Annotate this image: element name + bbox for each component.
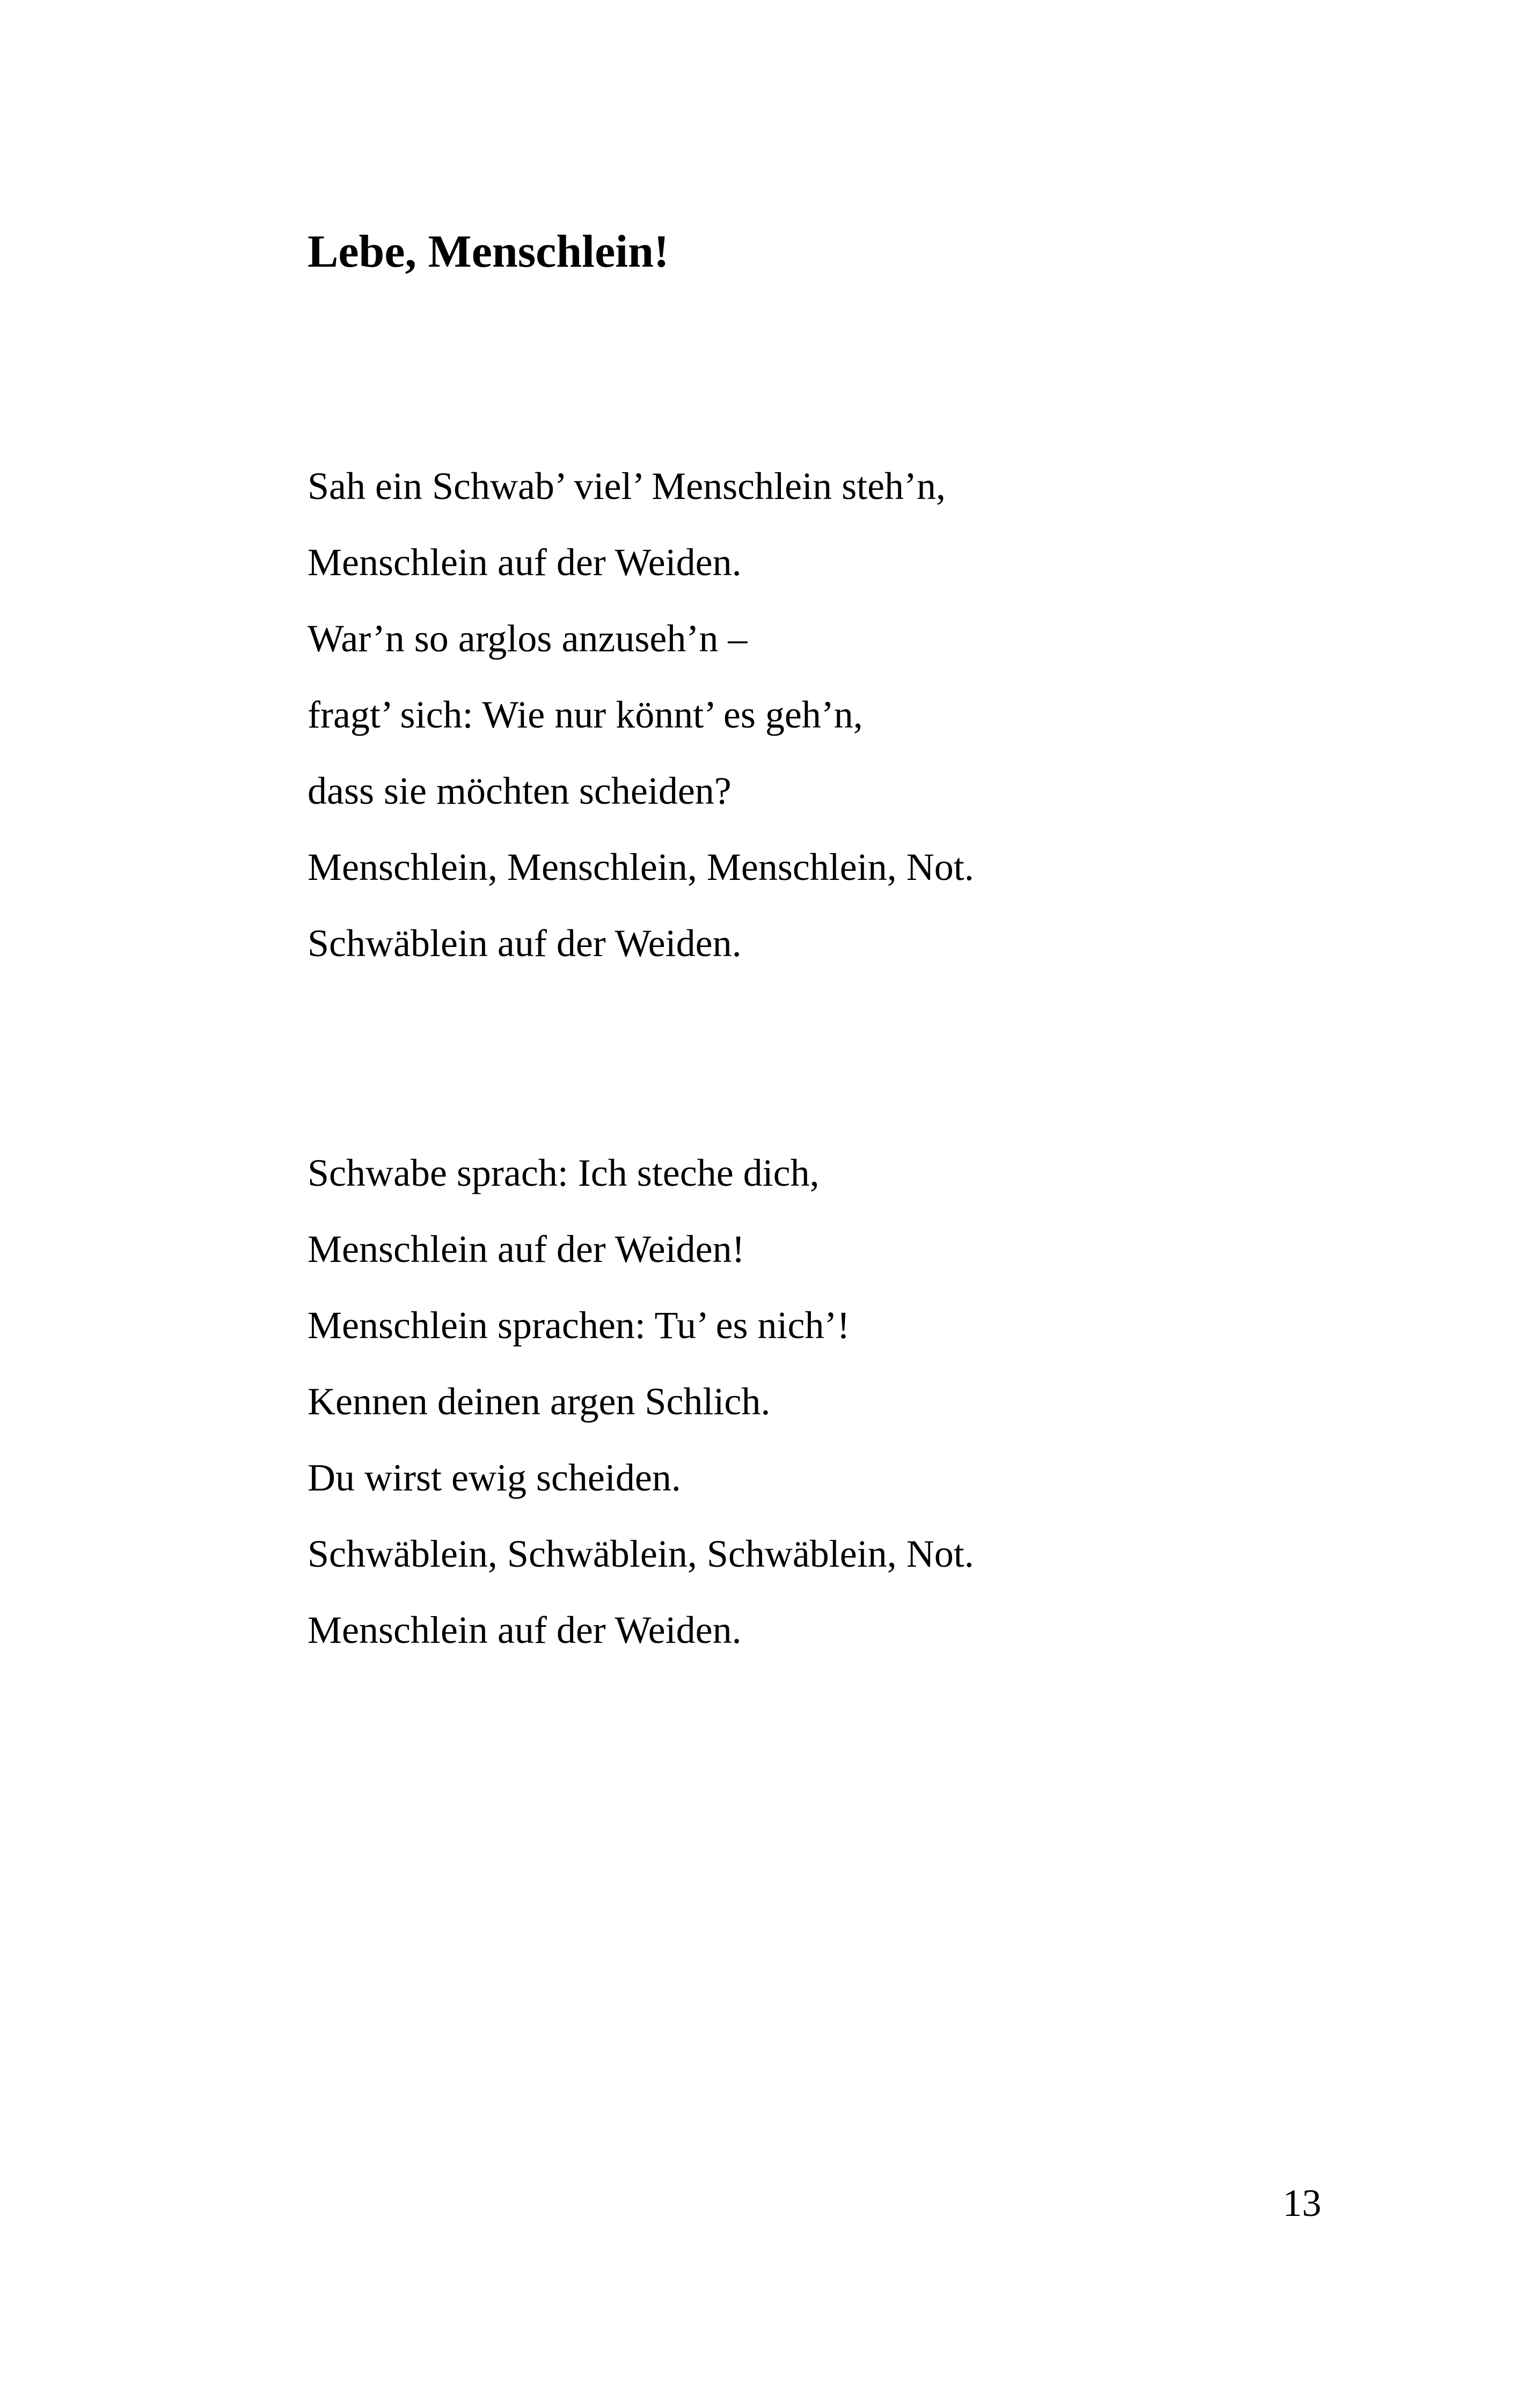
verse-line: Schwabe sprach: Ich steche dich, — [308, 1151, 820, 1194]
verse-line: Du wirst ewig scheiden. — [308, 1456, 681, 1499]
page-number: 13 — [1283, 2182, 1321, 2225]
verse-line: Schwäblein, Schwäblein, Schwäblein, Not. — [308, 1532, 974, 1575]
verse-line: Menschlein auf der Weiden. — [308, 541, 742, 584]
stanza-2 — [308, 1151, 974, 1687]
verse-line: Sah ein Schwab’ viel’ Menschlein steh’n, — [308, 465, 946, 508]
verse-line: War’n so arglos anzuseh’n – — [308, 617, 748, 660]
verse-line: Menschlein, Menschlein, Menschlein, Not. — [308, 846, 974, 889]
verse-line: dass sie möchten scheiden? — [308, 769, 732, 812]
verse-line: Menschlein auf der Weiden! — [308, 1228, 745, 1271]
verse-line: fragt’ sich: Wie nur könnt’ es geh’n, — [308, 693, 863, 736]
verse-line: Schwäblein auf der Weiden. — [308, 922, 742, 965]
stanza-1 — [308, 467, 974, 1000]
verse-line: Menschlein sprachen: Tu’ es nich’! — [308, 1304, 850, 1347]
verse-line: Kennen deinen argen Schlich. — [308, 1380, 771, 1423]
poem-title: Lebe, Menschlein! — [308, 225, 669, 277]
verse-line: Menschlein auf der Weiden. — [308, 1609, 742, 1651]
